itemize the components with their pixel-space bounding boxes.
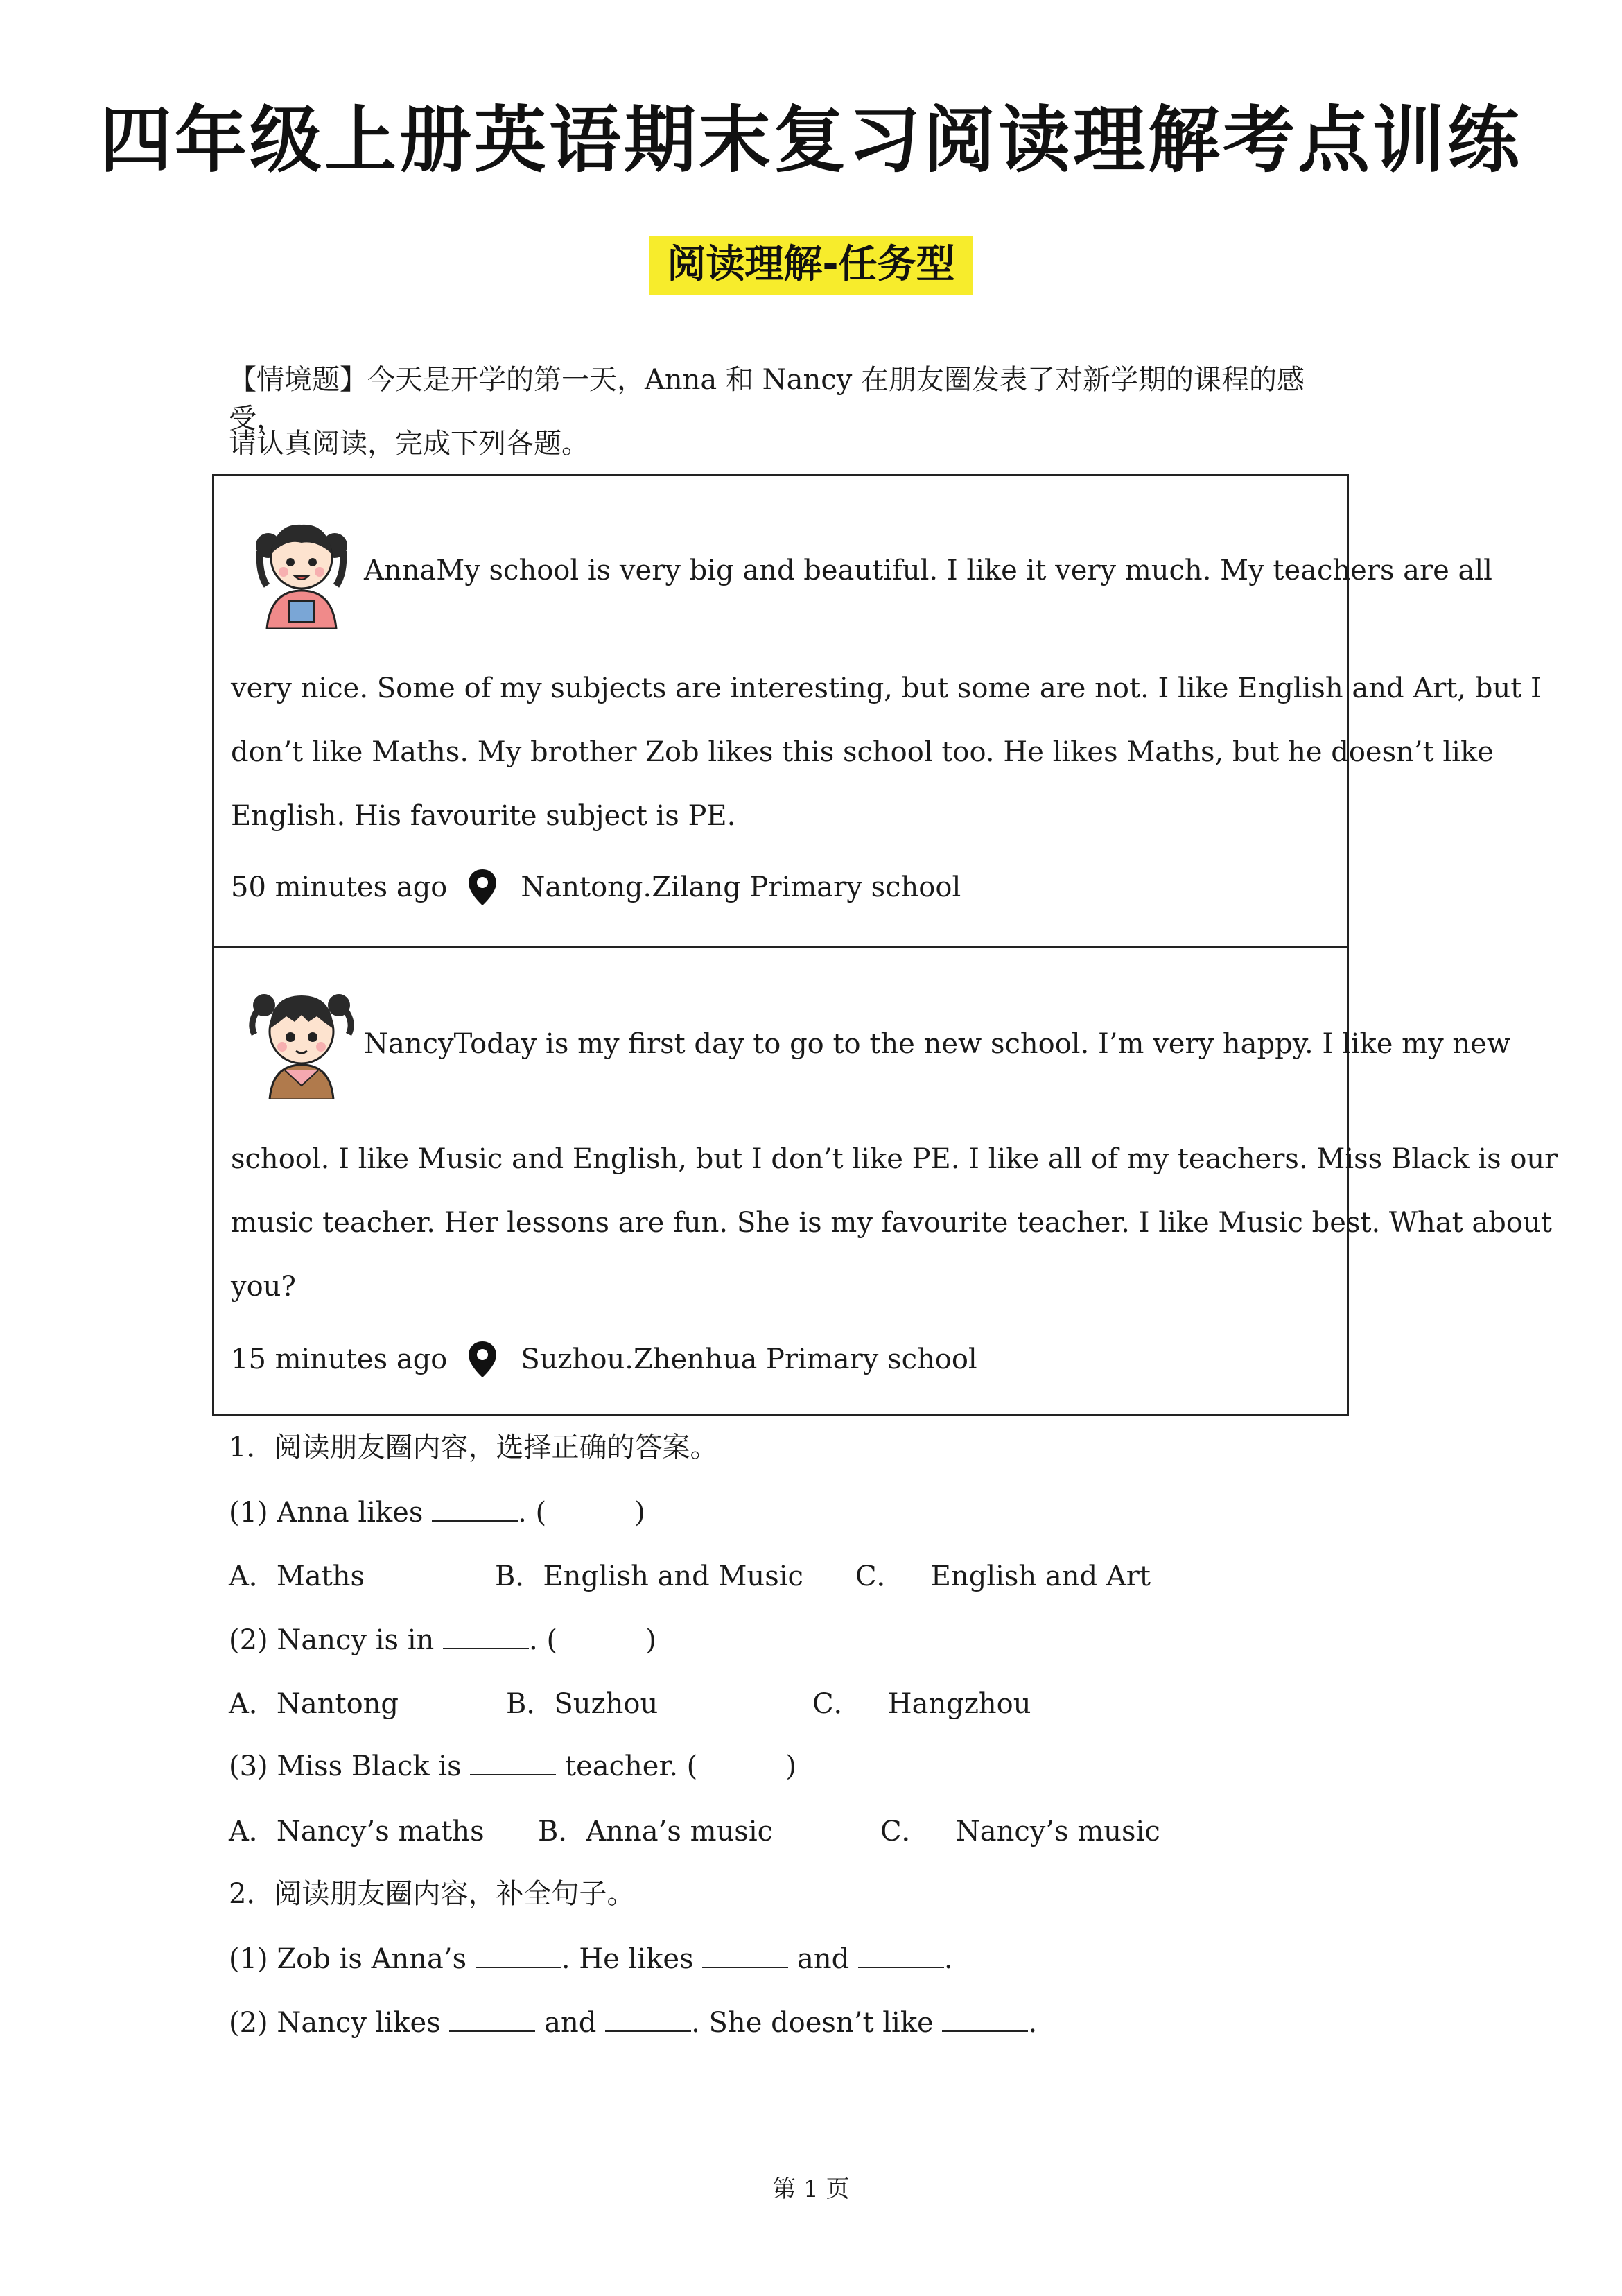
question-text: (2) Nancy likes	[229, 2007, 450, 2039]
post-line: English. His favourite subject is PE.	[231, 800, 736, 832]
post-line: NancyToday is my first day to go to the new school. I’m very happy. I like my new	[364, 1028, 1511, 1060]
answer-blank[interactable]	[858, 1942, 944, 1968]
answer-blank[interactable]	[443, 1623, 529, 1649]
question-text: . He likes	[561, 1943, 703, 1975]
option-b[interactable]: B．Anna’s music	[538, 1816, 774, 1847]
question-text: and	[535, 2007, 606, 2039]
answer-blank[interactable]	[476, 1942, 561, 1968]
option-c[interactable]: C． Hangzhou	[812, 1688, 1031, 1720]
post-line: don’t like Maths. My brother Zob likes this school too. He likes Maths, but he doesn’t like	[231, 736, 1494, 768]
question-text: . ( )	[529, 1624, 656, 1656]
option-b[interactable]: B．Suzhou	[506, 1688, 659, 1720]
question-text: . ( )	[518, 1497, 645, 1529]
post-location: Nantong.Zilang Primary school	[521, 871, 961, 903]
answer-blank[interactable]	[470, 1749, 556, 1775]
question-text: (3) Miss Black is	[229, 1750, 471, 1782]
post-location: Suzhou.Zhenhua Primary school	[521, 1343, 977, 1375]
option-b[interactable]: B．English and Music	[495, 1560, 803, 1592]
page-title: 四年级上册英语期末复习阅读理解考点训练	[99, 98, 1522, 182]
question-text: . She doesn’t like	[691, 2007, 943, 2039]
location-pin-icon	[466, 1340, 498, 1379]
question-text: teacher. ( )	[556, 1750, 796, 1782]
answer-blank[interactable]	[942, 2006, 1028, 2032]
section2-heading: 2．阅读朋友圈内容，补全句子。	[229, 1878, 635, 1910]
question-text: .	[1028, 2007, 1038, 2039]
post-meta	[231, 868, 961, 907]
question-1-3	[229, 1748, 796, 1784]
question-2-1	[229, 1941, 953, 1977]
question-2-2	[229, 2005, 1037, 2041]
answer-blank[interactable]	[702, 1942, 788, 1968]
post-line: school. I like Music and English, but I don’t like PE. I like all of my teachers. Miss Black is our	[231, 1143, 1558, 1175]
post-line: you?	[231, 1271, 296, 1303]
question-text: .	[943, 1943, 953, 1975]
answer-blank[interactable]	[432, 1495, 518, 1522]
post-line: AnnaMy school is very big and beautiful. I like it very much. My teachers are all	[364, 555, 1492, 586]
post-line: very nice. Some of my subjects are interesting, but some are not. I like English and Art, but I	[231, 672, 1542, 704]
question-text: (1) Anna likes	[229, 1497, 433, 1529]
section1-heading: 1．阅读朋友圈内容，选择正确的答案。	[229, 1432, 718, 1463]
page-number: 第 1 页	[772, 2175, 850, 2203]
intro-line-1: 【情境题】今天是开学的第一天，Anna 和 Nancy 在朋友圈发表了对新学期的课程的感受，	[229, 364, 1305, 435]
post-time: 50 minutes ago	[231, 871, 448, 903]
option-c[interactable]: C． Nancy’s music	[880, 1816, 1160, 1847]
answer-blank[interactable]	[605, 2006, 691, 2032]
moments-posts-box	[212, 474, 1558, 1416]
question-text: (1) Zob is Anna’s	[229, 1943, 476, 1975]
location-pin-icon	[466, 868, 498, 907]
option-c[interactable]: C． English and Art	[855, 1560, 1151, 1592]
post-nancy	[214, 948, 1558, 1414]
section-subtitle: 阅读理解-任务型	[649, 236, 973, 295]
option-a[interactable]: A．Maths	[229, 1560, 365, 1592]
question-1-1	[229, 1495, 645, 1531]
post-anna	[214, 476, 1542, 948]
question-1-2	[229, 1622, 656, 1658]
girl-avatar-icon	[239, 975, 364, 1099]
subtitle-wrap	[0, 236, 1622, 295]
question-text: and	[788, 1943, 858, 1975]
girl-avatar-icon	[239, 504, 364, 629]
option-a[interactable]: A．Nancy’s maths	[229, 1816, 485, 1847]
post-meta	[231, 1340, 977, 1379]
answer-blank[interactable]	[449, 2006, 535, 2032]
intro-line-2: 请认真阅读，完成下列各题。	[229, 428, 589, 460]
post-line: music teacher. Her lessons are fun. She is my favourite teacher. I like Music best. What about	[231, 1207, 1552, 1239]
post-time: 15 minutes ago	[231, 1343, 448, 1375]
question-text: (2) Nancy is in	[229, 1624, 444, 1656]
option-a[interactable]: A．Nantong	[229, 1688, 399, 1720]
